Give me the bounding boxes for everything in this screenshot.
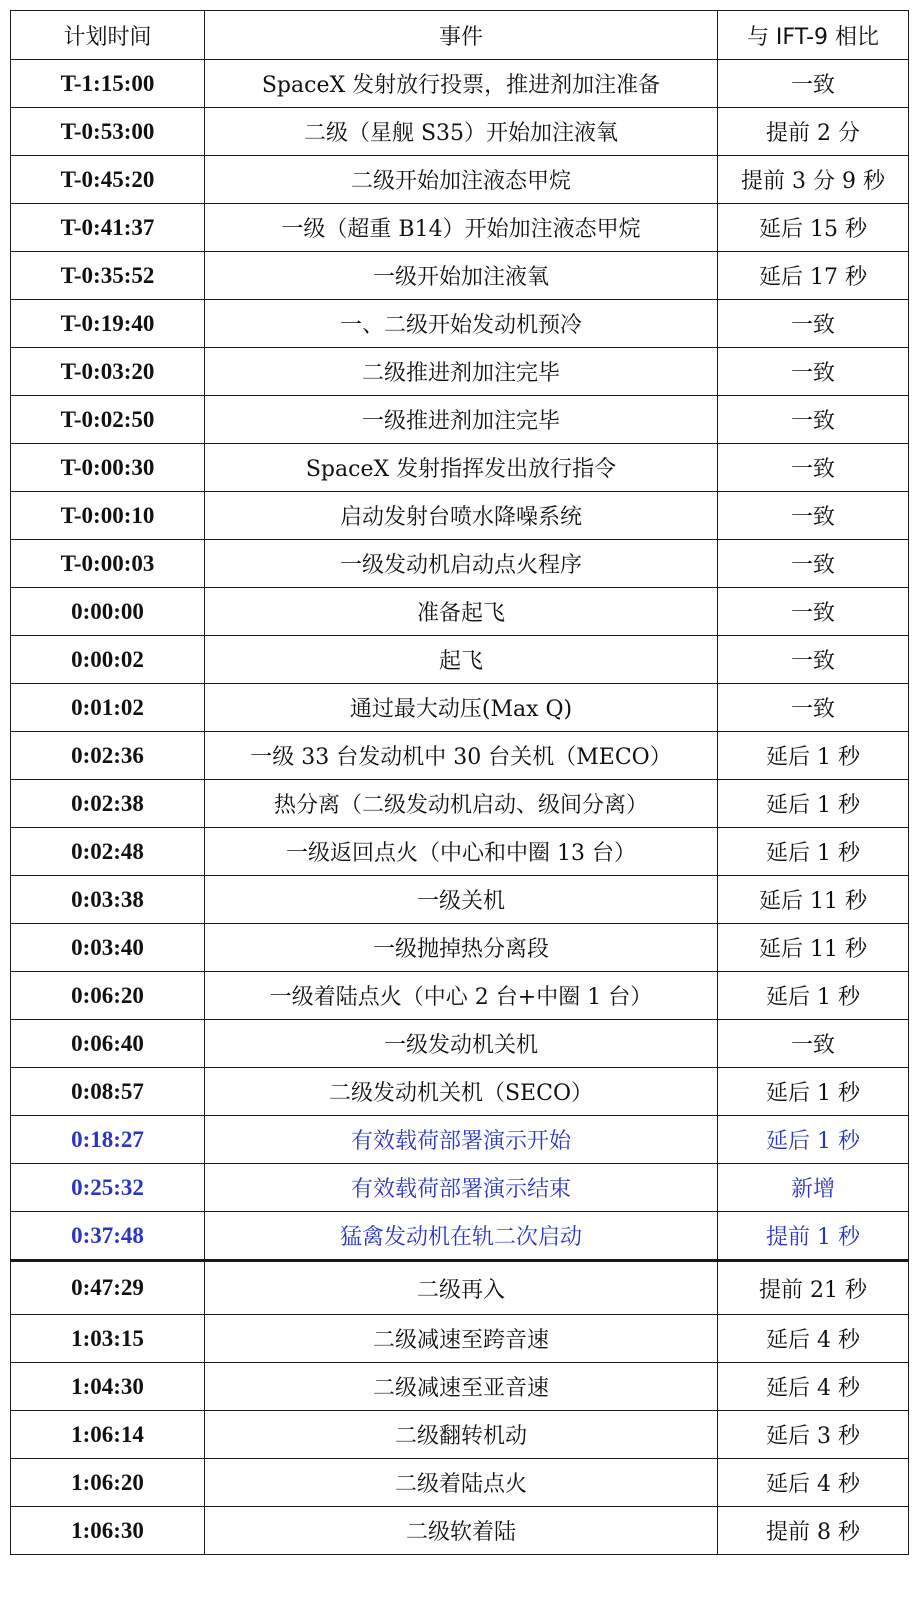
table-row <box>11 1459 909 1507</box>
comparison-cell: 一致 <box>718 588 909 636</box>
table-row <box>11 732 909 780</box>
comparison-cell: 延后 11 秒 <box>718 924 909 972</box>
comparison-cell: 延后 1 秒 <box>718 828 909 876</box>
comparison-cell: 提前 8 秒 <box>718 1507 909 1555</box>
comparison-cell: 一致 <box>718 540 909 588</box>
planned-time-cell: T-0:45:20 <box>11 156 205 204</box>
event-cell: 起飞 <box>205 636 718 684</box>
flight-timeline-table <box>10 10 909 1555</box>
table-row <box>11 60 909 108</box>
comparison-cell: 延后 1 秒 <box>718 1068 909 1116</box>
table-row <box>11 1068 909 1116</box>
comparison-cell: 一致 <box>718 60 909 108</box>
planned-time-cell: 0:02:48 <box>11 828 205 876</box>
event-cell: 一级（超重 B14）开始加注液态甲烷 <box>205 204 718 252</box>
event-cell: 二级减速至亚音速 <box>205 1363 718 1411</box>
table-row <box>11 348 909 396</box>
header-planned-time: 计划时间 <box>11 11 205 60</box>
comparison-cell: 延后 1 秒 <box>718 972 909 1020</box>
table-row <box>11 108 909 156</box>
planned-time-cell: 0:00:00 <box>11 588 205 636</box>
comparison-cell: 延后 11 秒 <box>718 876 909 924</box>
event-cell: 启动发射台喷水降噪系统 <box>205 492 718 540</box>
comparison-cell: 提前 1 秒 <box>718 1212 909 1261</box>
table-row <box>11 1315 909 1363</box>
table-row <box>11 1116 909 1164</box>
comparison-cell: 延后 4 秒 <box>718 1315 909 1363</box>
event-cell: 二级着陆点火 <box>205 1459 718 1507</box>
planned-time-cell: 0:02:36 <box>11 732 205 780</box>
event-cell: 一级返回点火（中心和中圈 13 台） <box>205 828 718 876</box>
comparison-cell: 提前 21 秒 <box>718 1261 909 1315</box>
comparison-cell: 一致 <box>718 396 909 444</box>
planned-time-cell: 0:18:27 <box>11 1116 205 1164</box>
planned-time-cell: 0:06:20 <box>11 972 205 1020</box>
comparison-cell: 提前 3 分 9 秒 <box>718 156 909 204</box>
event-cell: SpaceX 发射放行投票，推进剂加注准备 <box>205 60 718 108</box>
event-cell: 有效载荷部署演示开始 <box>205 1116 718 1164</box>
table-body <box>11 60 909 1555</box>
comparison-cell: 延后 17 秒 <box>718 252 909 300</box>
event-cell: 一级开始加注液氧 <box>205 252 718 300</box>
event-cell: 二级开始加注液态甲烷 <box>205 156 718 204</box>
table-row <box>11 1020 909 1068</box>
event-cell: 有效载荷部署演示结束 <box>205 1164 718 1212</box>
table-row <box>11 828 909 876</box>
planned-time-cell: T-0:19:40 <box>11 300 205 348</box>
table-row <box>11 300 909 348</box>
table-row <box>11 924 909 972</box>
comparison-cell: 延后 4 秒 <box>718 1363 909 1411</box>
event-cell: 一级发动机关机 <box>205 1020 718 1068</box>
event-cell: 一、二级开始发动机预冷 <box>205 300 718 348</box>
event-cell: 热分离（二级发动机启动、级间分离） <box>205 780 718 828</box>
event-cell: 一级 33 台发动机中 30 台关机（MECO） <box>205 732 718 780</box>
comparison-cell: 新增 <box>718 1164 909 1212</box>
event-cell: 二级再入 <box>205 1261 718 1315</box>
planned-time-cell: T-0:53:00 <box>11 108 205 156</box>
event-cell: 二级翻转机动 <box>205 1411 718 1459</box>
event-cell: 一级发动机启动点火程序 <box>205 540 718 588</box>
event-cell: 二级发动机关机（SECO） <box>205 1068 718 1116</box>
comparison-cell: 一致 <box>718 444 909 492</box>
table-row <box>11 396 909 444</box>
planned-time-cell: 0:06:40 <box>11 1020 205 1068</box>
planned-time-cell: T-0:00:10 <box>11 492 205 540</box>
header-event: 事件 <box>205 11 718 60</box>
comparison-cell: 延后 1 秒 <box>718 1116 909 1164</box>
planned-time-cell: 0:37:48 <box>11 1212 205 1261</box>
planned-time-cell: 1:04:30 <box>11 1363 205 1411</box>
planned-time-cell: T-0:03:20 <box>11 348 205 396</box>
planned-time-cell: 0:02:38 <box>11 780 205 828</box>
comparison-cell: 一致 <box>718 1020 909 1068</box>
planned-time-cell: 0:25:32 <box>11 1164 205 1212</box>
table-row <box>11 1507 909 1555</box>
planned-time-cell: 0:00:02 <box>11 636 205 684</box>
planned-time-cell: 0:01:02 <box>11 684 205 732</box>
event-cell: 准备起飞 <box>205 588 718 636</box>
comparison-cell: 延后 1 秒 <box>718 732 909 780</box>
table-row <box>11 204 909 252</box>
planned-time-cell: 1:03:15 <box>11 1315 205 1363</box>
table-header <box>11 11 909 60</box>
comparison-cell: 延后 15 秒 <box>718 204 909 252</box>
comparison-cell: 一致 <box>718 684 909 732</box>
comparison-cell: 一致 <box>718 348 909 396</box>
planned-time-cell: T-1:15:00 <box>11 60 205 108</box>
event-cell: 二级减速至跨音速 <box>205 1315 718 1363</box>
planned-time-cell: 1:06:20 <box>11 1459 205 1507</box>
planned-time-cell: T-0:00:30 <box>11 444 205 492</box>
planned-time-cell: 0:03:40 <box>11 924 205 972</box>
table-row <box>11 540 909 588</box>
comparison-cell: 提前 2 分 <box>718 108 909 156</box>
planned-time-cell: 0:03:38 <box>11 876 205 924</box>
table-row <box>11 1212 909 1261</box>
comparison-cell: 延后 1 秒 <box>718 780 909 828</box>
table-row <box>11 588 909 636</box>
table-row <box>11 1164 909 1212</box>
comparison-cell: 一致 <box>718 300 909 348</box>
table-row <box>11 780 909 828</box>
event-cell: SpaceX 发射指挥发出放行指令 <box>205 444 718 492</box>
table-row <box>11 252 909 300</box>
planned-time-cell: T-0:00:03 <box>11 540 205 588</box>
planned-time-cell: T-0:41:37 <box>11 204 205 252</box>
planned-time-cell: 1:06:30 <box>11 1507 205 1555</box>
table-row <box>11 876 909 924</box>
table-row <box>11 492 909 540</box>
event-cell: 二级推进剂加注完毕 <box>205 348 718 396</box>
table-row <box>11 1261 909 1315</box>
header-row <box>11 11 909 60</box>
planned-time-cell: T-0:02:50 <box>11 396 205 444</box>
comparison-cell: 一致 <box>718 492 909 540</box>
event-cell: 一级推进剂加注完毕 <box>205 396 718 444</box>
table-row <box>11 1363 909 1411</box>
comparison-cell: 延后 4 秒 <box>718 1459 909 1507</box>
comparison-cell: 一致 <box>718 636 909 684</box>
header-comparison: 与 IFT-9 相比 <box>718 11 909 60</box>
planned-time-cell: T-0:35:52 <box>11 252 205 300</box>
table-row <box>11 636 909 684</box>
table-row <box>11 972 909 1020</box>
event-cell: 二级（星舰 S35）开始加注液氧 <box>205 108 718 156</box>
planned-time-cell: 0:08:57 <box>11 1068 205 1116</box>
table-row <box>11 1411 909 1459</box>
event-cell: 一级着陆点火（中心 2 台+中圈 1 台） <box>205 972 718 1020</box>
table-row <box>11 156 909 204</box>
event-cell: 猛禽发动机在轨二次启动 <box>205 1212 718 1261</box>
comparison-cell: 延后 3 秒 <box>718 1411 909 1459</box>
planned-time-cell: 1:06:14 <box>11 1411 205 1459</box>
table-row <box>11 684 909 732</box>
event-cell: 一级关机 <box>205 876 718 924</box>
event-cell: 二级软着陆 <box>205 1507 718 1555</box>
event-cell: 通过最大动压(Max Q) <box>205 684 718 732</box>
table-row <box>11 444 909 492</box>
event-cell: 一级抛掉热分离段 <box>205 924 718 972</box>
planned-time-cell: 0:47:29 <box>11 1261 205 1315</box>
